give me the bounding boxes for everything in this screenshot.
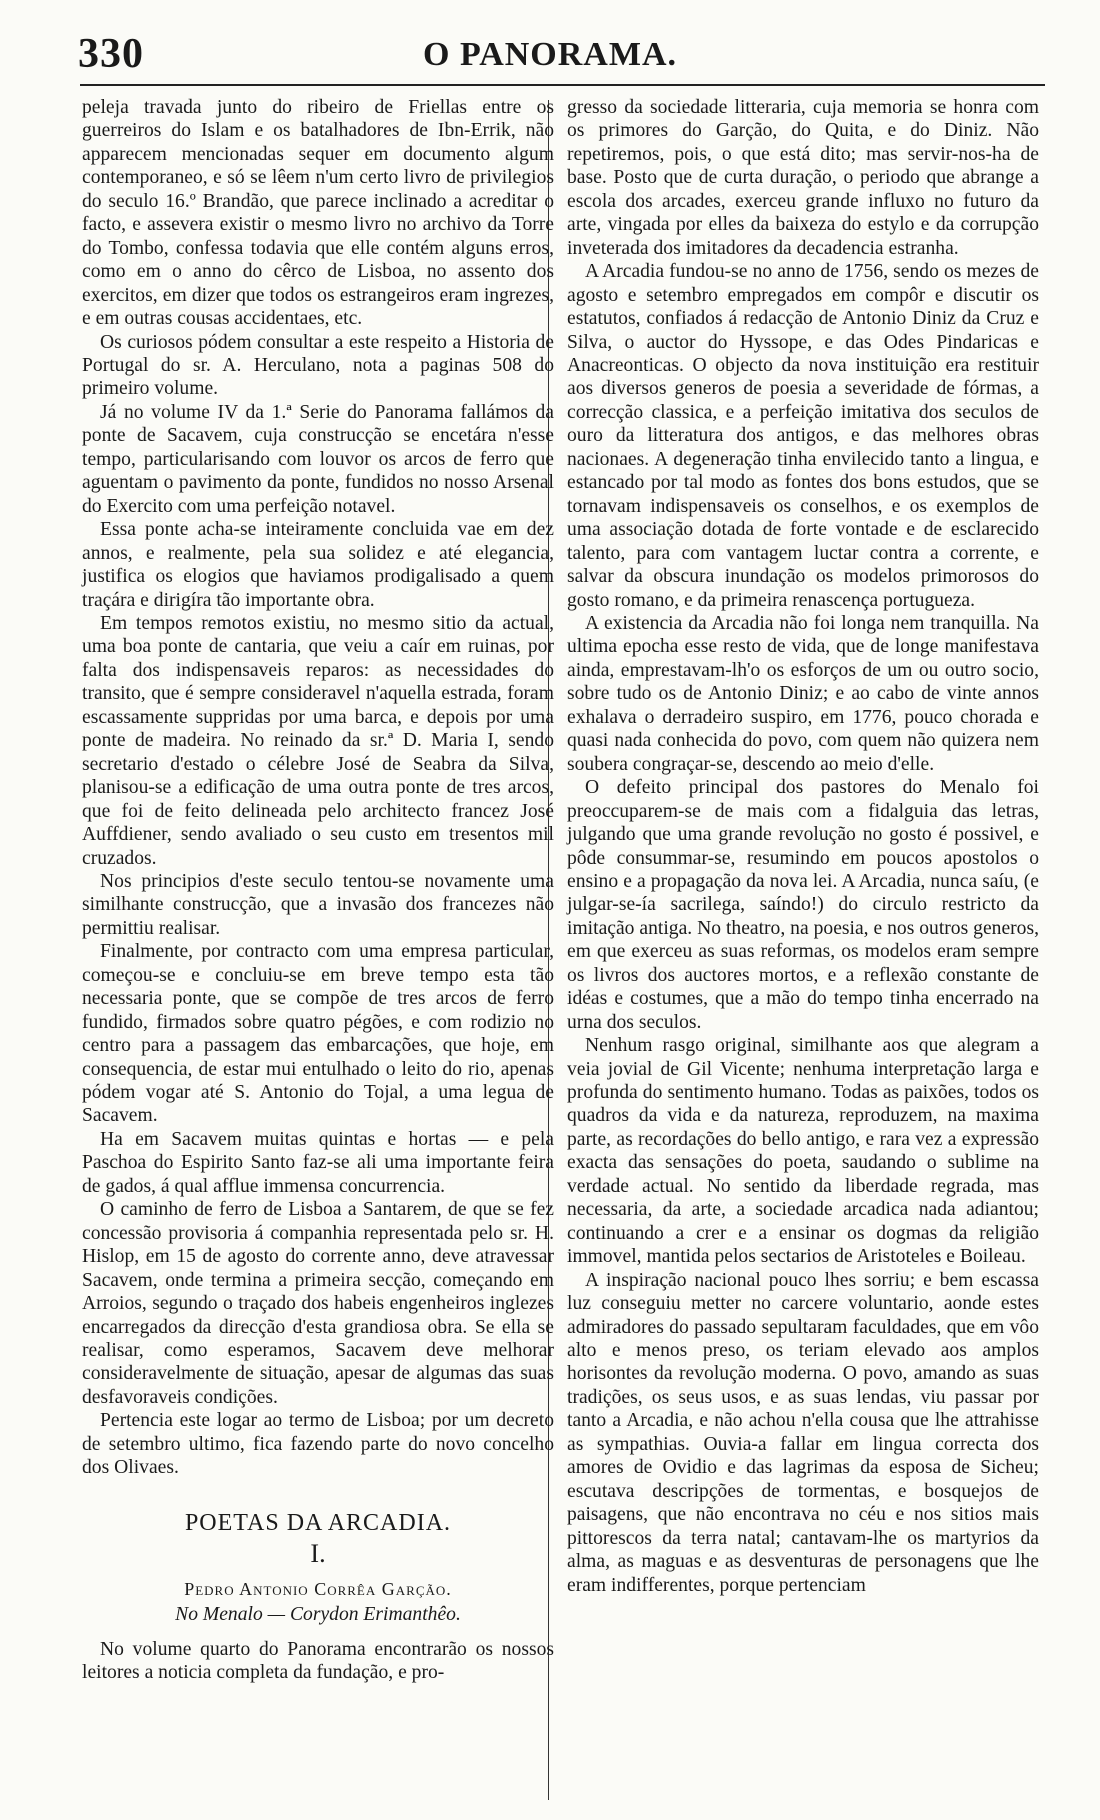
article-paragraph: O defeito principal dos pastores do Menalo foi preoccuparem-se de mais com a fidalguia das letras, julgando que uma grande revolução no gosto é possivel, e pôde consummar-se, resumindo em poucos apostolos o ensino e a propagação da nova lei. A Arcadia, nunca saíu, (e julgar-se-ía sacrilega, saíndo!) do circulo restricto da imitação antiga. No theatro, na poesia, e nos outros generos, em que exerceu as suas reformas, os modelos eram sempre os livros dos auctores mortos, e a reflexão constante de idéas e costumes, que a mão do tempo tinha encerrado na urna dos seculos. bbox=[567, 777, 1039, 1033]
article-paragraph: A inspiração nacional pouco lhes sorriu; e bem escassa luz conseguiu metter no carcere voluntario, aonde estes admiradores do passado sepultaram faculdades, que em vôo alto e menos preso, os teriam elevado aos amplos horisontes da revolução moderna. O povo, amando as suas tradições, os seus usos, e as suas lendas, viu passar por tanto a Arcadia, e não achou n'ella cousa que lhe attrahisse as sympathias. Ouvia-a fallar em lingua correcta dos amores de Ovidio e das lagrimas da esposa de Sicheu; escutava descripções de tormentas, e bosquejos de paisagens, que não encontrava no céu e nos sitios mais pittorescos da terra natal; cantavam-lhe os martyrios da alma, as maguas e as desventuras de personagens que lhe eram indifferentes, porque pertenciam bbox=[567, 1269, 1039, 1596]
right-paragraphs bbox=[567, 96, 1039, 1597]
poet-name: Pedro Antonio Corrêa Garção. bbox=[184, 1578, 452, 1599]
article-paragraph: Pertencia este logar ao termo de Lisboa; por um decreto de setembro ultimo, fica fazendo parte do novo concelho dos Olivaes. bbox=[82, 1410, 554, 1479]
section-title: POETAS DA ARCADIA. bbox=[184, 1509, 452, 1536]
article-paragraph: Finalmente, por contracto com uma empresa particular, começou-se e concluiu-se em breve tempo esta tão necessaria ponte, que se compõe de tres arcos de ferro fundido, firmados sobre quatro pégões, e com rodizio no centro para a passagem das embarcações, que hoje, em consequencia, de estar mui entulhado o leito do rio, apenas pódem vogar até S. Antonio do Tojal, a uma legua de Sacavem. bbox=[82, 941, 554, 1127]
section-number: I. bbox=[310, 1538, 326, 1568]
article-paragraph: Em tempos remotos existiu, no mesmo sitio da actual, uma boa ponte de cantaria, que veiu a caír em ruinas, por falta dos indispensaveis reparos: as necessidades do transito, que é sempre consideravel n'aquella estrada, foram escassamente suppridas por uma barca, e depois por uma ponte de madeira. No reinado da sr.ª D. Maria I, sendo secretario d'estado o célebre José de Seabra da Silva, planisou-se a edificação de uma outra ponte de tres arcos, que foi de feito delineada pelo architecto francez José Auffdiener, sendo avaliado o seu custo em tresentos mil cruzados. bbox=[82, 612, 554, 869]
article-paragraph: peleja travada junto do ribeiro de Friellas entre os guerreiros do Islam e os batalhadores de Ibn-Errik, não apparecem mencionadas sequer em documento algum contemporaneo, e só se lêem n'um certo livro de privilegios do seculo 16.º Brandão, que parece inclinado a acreditar o facto, e assevera existir o mesmo livro no archivo da Torre do Tombo, confessa todavia que elle contém alguns erros, como em o anno do cêrco de Lisboa, no assento dos exercitos, em dizer que todos os estrangeiros eram ingrezes, e em outras cousas accidentaes, etc. bbox=[82, 97, 554, 330]
arcadian-name: No Menalo — Corydon Erimanthêo. bbox=[175, 1603, 461, 1625]
left-column bbox=[82, 96, 554, 1685]
journal-title: O PANORAMA. bbox=[423, 36, 677, 73]
article-paragraph: O caminho de ferro de Lisboa a Santarem, de que se fez concessão provisoria á companhia representada pelo sr. H. Hislop, em 15 de agosto do corrente anno, deve atravessar Sacavem, onde termina a primeira secção, começando em Arroios, segundo o traçado dos habeis engenheiros inglezes encarregados da direcção d'esta grandiosa obra. Se ella se realisar, como esperamos, Sacavem deve melhorar consideravelmente de situação, apesar de algumas das suas desfavoraveis condições. bbox=[82, 1199, 554, 1408]
article-paragraph: A existencia da Arcadia não foi longa nem tranquilla. Na ultima epocha esse resto de vida, que de longe manifestava ainda, emprestavam-lh'o os esforços de um ou outro socio, sobre tudo os de Antonio Diniz; e ao cabo de vinte annos exhalava o derradeiro suspiro, em 1776, pouco chorada e quasi nada conhecida do povo, com quem não quizera nem soubera congraçar-se, descendo ao meio d'elle. bbox=[567, 612, 1039, 775]
page-number: 330 bbox=[78, 31, 144, 77]
article-paragraph: Os curiosos pódem consultar a este respeito a Historia de Portugal do sr. A. Herculano, nota a paginas 508 do primeiro volume. bbox=[82, 331, 554, 400]
poem-heading bbox=[82, 1508, 554, 1628]
article-paragraph: No volume quarto do Panorama encontrarão os nossos leitores a noticia completa da fundação, e pro- bbox=[82, 1638, 554, 1684]
article-paragraph: A Arcadia fundou-se no anno de 1756, sendo os mezes de agosto e setembro empregados em compôr e discutir os estatutos, confiados á redacção de Antonio Diniz da Cruz e Silva, o auctor do Hyssope, e das Odes Pindaricas e Anacreonticas. O objecto da nova instituição era restituir aos diversos generos de poesia a severidade de fórmas, a correcção classica, e a perfeição imitativa dos seculos de ouro da litteratura dos antigos, e das melhores obras nacionaes. A degeneração tinha envilecido tanto a lingua, e estancado por tal modo as fontes dos bons estudos, que se tornavam indispensaveis os conselhos, e os exemplos de uma associação dotada de forte vontade e de esclarecido talento, para com vantagem luctar contra a corrente, e salvar da obscura inundação os modelos primorosos do gosto romano, e da primeira renascença portugueza. bbox=[567, 261, 1039, 611]
article-paragraph: Essa ponte acha-se inteiramente concluida vae em dez annos, e realmente, pela sua solidez e até elegancia, justifica os elogios que haviamos prodigalisado a quem traçára e dirigíra tão importante obra. bbox=[82, 519, 554, 611]
right-column bbox=[567, 96, 1039, 1597]
article-paragraph: Ha em Sacavem muitas quintas e hortas — e pela Paschoa do Espirito Santo faz-se ali uma importante feira de gados, á qual afflue immensa concurrencia. bbox=[82, 1128, 554, 1197]
header-rule bbox=[80, 84, 1045, 86]
article-paragraph: Já no volume IV da 1.ª Serie do Panorama fallámos da ponte de Sacavem, cuja construcção se encetára n'esse tempo, particularisando com louvor os arcos de ferro que aguentam o pavimento da ponte, fundidos no nosso Arsenal do Exercito com uma perfeição notavel. bbox=[82, 401, 554, 517]
article-paragraph: Nenhum rasgo original, similhante aos que alegram a veia jovial de Gil Vicente; nenhuma interpretação larga e profunda do sentimento humano. Todas as paixões, todos os quadros da vida e da natureza, reproduzem, na maxima parte, as recordações do bello antigo, e rara vez a expressão exacta das sensações do poeta, saudando o sublime na verdade actual. No sentido da liberdade regrada, mas necessaria, da arte, a sociedade arcadica nada adiantou; continuando a crer e a ensinar os dogmas da religião immovel, mantida pelos sectarios de Aristoteles e Boileau. bbox=[567, 1035, 1039, 1268]
left-paragraphs bbox=[82, 96, 554, 1480]
article-paragraph: gresso da sociedade litteraria, cuja memoria se honra com os primores do Garção, do Quita, e do Diniz. Não repetiremos, pois, o que está dito; mas servir-nos-ha de base. Posto que de curta duração, o periodo que abrange a escola dos arcades, exerceu grande influxo no futuro da arte, vingada por elles da baixeza do estylo e da corrupção inveterada dos imitadores da decadencia estranha. bbox=[567, 97, 1039, 259]
article-paragraph: Nos principios d'este seculo tentou-se novamente uma similhante construcção, que a invasão dos francezes não permittiu realisar. bbox=[82, 870, 554, 939]
